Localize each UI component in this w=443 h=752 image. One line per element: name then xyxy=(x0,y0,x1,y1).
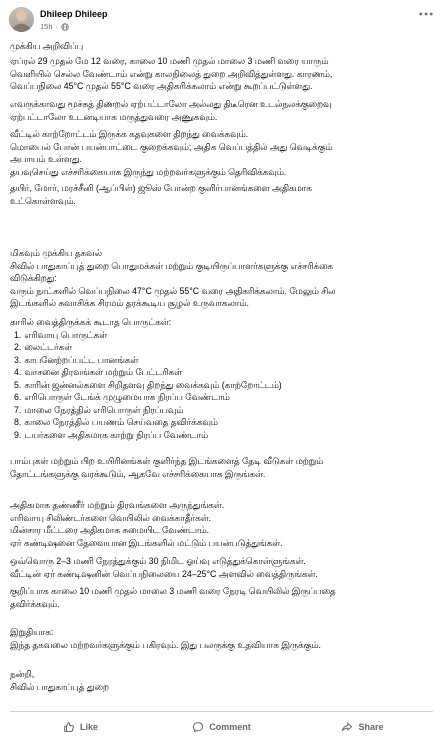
post-line: தயவுசெய்து எச்சரிக்கையாக இருந்து மற்றவர்களுக்கும் தெரிவிக்கவும். xyxy=(10,166,287,177)
post-line: விடுக்கிறது: xyxy=(10,273,57,283)
thumbs-up-icon xyxy=(63,721,75,733)
notice-intro-paragraph xyxy=(10,55,433,93)
list-item-text: மாலை நேரத்தில் எரிபொருள் நிரப்பவும் xyxy=(24,404,184,415)
list-item-number: 6. xyxy=(14,392,22,402)
more-options-button[interactable] xyxy=(418,9,434,19)
post-line: மின்சார மீட்டரை அதிகமாக சுமையிட வேண்டாம். xyxy=(10,525,210,535)
comment-label: Comment xyxy=(209,722,251,732)
list-item-text: வாசனை திரவங்கள் மற்றும் பேட்டரிகள் xyxy=(24,367,183,377)
section-heading: முக்கிய அறிவிப்பு xyxy=(10,41,84,51)
alert-paragraph xyxy=(10,247,433,310)
list-item-text: டயர்களை அதிகமாக காற்று நிரப்ப வேண்டாம் xyxy=(24,429,209,440)
post-line: இந்த தகவலை மற்றவர்களுக்கும் பகிரவும். இது பலருக்கு உதவியாக இருக்கும். xyxy=(10,639,321,650)
car-items-list xyxy=(10,316,433,441)
sign-off-paragraph xyxy=(10,668,433,693)
sign-off-thanks: நன்றி, xyxy=(10,669,35,679)
more-horizontal-icon xyxy=(419,11,433,17)
avatar[interactable] xyxy=(9,7,34,32)
post-line: குறிப்பாக காலை 10 மணி முதல் மாலை 3 மணி வரை நேரடி வெயிலில் இருப்பதை xyxy=(10,586,336,596)
comment-button[interactable] xyxy=(151,714,292,740)
list-item-number: 2. xyxy=(14,342,22,352)
list-heading: காரில் வைத்திருக்கக் கூடாத பொருட்கள்: xyxy=(10,317,172,327)
post-time[interactable]: 15h xyxy=(40,22,53,31)
section-heading: மிகவும் முக்கிய தகவல் xyxy=(10,248,102,258)
list-item-text: காரின் ஜன்னல்களை சிறிதளவு திறந்து வைக்கவும் (காற்றோட்டம்) xyxy=(24,379,282,390)
post-line: இடங்களில் சுவாசிக்க சிரமம் தரக்கூடிய சூழல் உருவாகலாம். xyxy=(10,298,249,308)
post-line: தயிர், மோர், மரச்சீனி (ஆப்பிள்) ஜூஸ் போன்ற குளிர்பானங்களை அதிகமாக xyxy=(10,183,312,193)
post-line: வெளியில் செல்ல வேண்டாம் என்று காலநிலைத் துறை அறிவித்துள்ளது. காரணம், xyxy=(10,68,333,79)
list-item-number: 5. xyxy=(14,379,22,390)
drinks-advice-paragraph xyxy=(10,182,433,207)
sign-off-signature: சிவில் பாதுகாப்புத் துறை xyxy=(10,681,109,692)
post-line: ஏற்பட்டாலோ உடனடியாக மருத்துவரை அணுகவும். xyxy=(10,111,218,122)
list-item xyxy=(10,416,433,429)
post-line: எவருக்காவது மூச்சுத் திணறல் ஏற்பட்டாலோ அல்லது திடீரென உடல்நலக்குறைவு xyxy=(10,99,332,109)
post-line: சிவில் பாதுகாப்புத் துறை பொதுமக்கள் மற்றும் குடியிருப்பாளர்களுக்கு எச்சரிக்கை xyxy=(10,260,334,271)
post-line: மொபைல் போன் பயன்பாட்டை குறைக்கவும்; அதிக வெப்பத்தில் அது வெடிக்கும் xyxy=(10,141,333,152)
sun-warning-paragraph xyxy=(10,585,433,610)
closing-paragraph xyxy=(10,626,433,651)
list-item-text: காலை நேரத்தில் பயணம் செய்வதை தவிர்க்கவும் xyxy=(24,417,218,427)
list-item xyxy=(10,341,433,354)
post-line: ஒவ்வொரு 2–3 மணி நேரத்துக்கும் 30 நிமிட ஓய்வு எடுத்துக்கொள்ளுங்கள். xyxy=(10,556,306,566)
globe-icon[interactable] xyxy=(61,23,69,31)
actions-divider xyxy=(10,711,433,712)
notice-heading-paragraph xyxy=(10,40,433,53)
post-line: எரிவாயு சிலிண்டர்களை வெயிலில் வைக்காதீர்கள். xyxy=(10,512,212,523)
share-button[interactable] xyxy=(292,714,433,740)
post-actions-bar xyxy=(10,714,433,740)
list-item-number: 8. xyxy=(14,417,22,427)
rest-tips-paragraph xyxy=(10,555,433,580)
list-item-text: லைட்டர்கள் xyxy=(24,342,73,352)
meta-separator: · xyxy=(55,22,59,31)
health-advice-paragraph xyxy=(10,98,433,123)
like-button[interactable] xyxy=(10,714,151,740)
author-name[interactable]: Dhileep Dhileep xyxy=(40,9,108,19)
share-label: Share xyxy=(358,722,384,732)
post-line: வீட்டில் காற்றோட்டம் இருக்க கதவுகளை திறந்து வைக்கவும். xyxy=(10,129,249,139)
like-label: Like xyxy=(79,722,98,732)
list-item-number: 7. xyxy=(14,404,22,415)
post-line: வரும் நாட்களில் வெப்பநிலை 47°C முதல் 55°C வரை அதிகரிக்கலாம். மேலும் சில xyxy=(10,285,336,296)
list-item-number: 4. xyxy=(14,367,22,377)
list-item-number: 3. xyxy=(14,354,22,365)
wildlife-warning-paragraph xyxy=(10,455,433,480)
home-advice-paragraph xyxy=(10,128,433,178)
list-item xyxy=(10,391,433,404)
post-line: வீட்டின் ஏர் கண்டிஷனின் வெப்பநிலையை 24–25°C அளவில் வைத்திருங்கள். xyxy=(10,568,318,579)
post-line: தவிர்க்கவும். xyxy=(10,598,60,609)
post-line: உட்கொள்ளவும். xyxy=(10,195,76,206)
list-item xyxy=(10,354,433,367)
section-heading: இறுதியாக: xyxy=(10,627,54,637)
post-line: அபாயம் உள்ளது. xyxy=(10,154,82,164)
share-icon xyxy=(341,721,353,733)
list-item-number: 9. xyxy=(14,429,22,440)
post-line: ஏப்ரல் 29 முதல் மே 12 வரை, காலை 10 மணி முதல் மாலை 3 மணி வரை யாரும் xyxy=(10,56,329,66)
list-item-text: காபனேற்றப்பட்ட பானங்கள் xyxy=(24,354,139,365)
post-line: அதிகமாக தண்ணீர் மற்றும் திரவங்களை அருந்துங்கள். xyxy=(10,500,225,510)
post-line: தோட்டங்களுக்கு வரக்கூடும், ஆகவே எச்சரிக்கையாக இருங்கள். xyxy=(10,468,266,479)
list-item-text: எரிவாயு பொருட்கள் xyxy=(24,329,108,340)
list-item-number: 1. xyxy=(14,329,22,340)
post-line: வெப்பநிலை 45°C முதல் 55°C வரை அதிகரிக்கலாம் என்று கூறப்பட்டுள்ளது. xyxy=(10,81,313,91)
post-line: ஏர் கண்டிஷனை தேவையான இடங்களில் மட்டும் பயன்படுத்துங்கள். xyxy=(10,537,283,548)
safety-tips-paragraph xyxy=(10,499,433,549)
list-item xyxy=(10,329,433,342)
list-item-text: எரிபொருள் டேங்க் முழுமையாக நிரப்ப வேண்டாம் xyxy=(24,392,230,402)
list-item xyxy=(10,379,433,392)
post-meta xyxy=(40,22,69,32)
list-item xyxy=(10,429,433,442)
list-item xyxy=(10,366,433,379)
comment-icon xyxy=(192,721,204,733)
post-line: பாம்புகள் மற்றும் பிற உயிரினங்கள் குளிர்ந்த இடங்களைத் தேடி வீடுகள் மற்றும் xyxy=(10,456,324,466)
list-item xyxy=(10,404,433,417)
